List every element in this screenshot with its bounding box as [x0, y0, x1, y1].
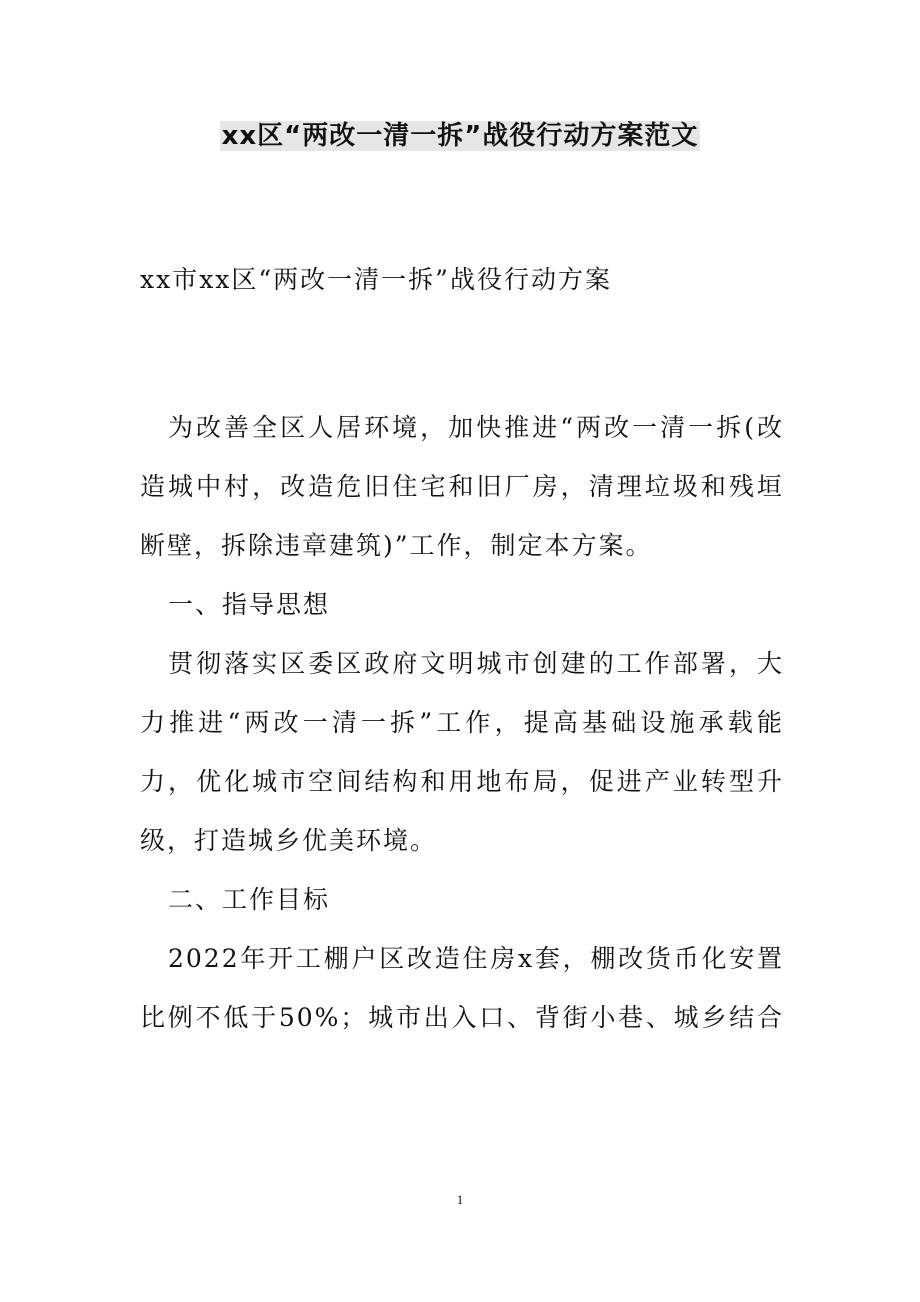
- document-body: [140, 398, 784, 1047]
- paragraph-line: 比例不低于50%；城市出入口、背街小巷、城乡结合: [140, 1003, 784, 1032]
- paragraph-line: 断壁，拆除违章建筑)”工作，制定本方案。: [140, 531, 653, 560]
- paragraph-line: 力推进“两改一清一拆”工作，提高基础设施承载能: [140, 708, 784, 737]
- document-subtitle: xx市xx区“两改一清一拆”战役行动方案: [140, 265, 612, 294]
- paragraph-line: 2022年开工棚户区改造住房x套，棚改货币化安置: [168, 944, 784, 973]
- paragraph-line: 级，打造城乡优美环境。: [140, 826, 438, 855]
- section-heading: 二、工作目标: [168, 885, 331, 914]
- paragraph-line: 为改善全区人居环境，加快推进“两改一清一拆(改: [168, 413, 784, 442]
- page-number: 1: [456, 1192, 464, 1207]
- paragraph-line: 造城中村，改造危旧住宅和旧厂房，清理垃圾和残垣: [140, 472, 784, 501]
- section-heading: 一、指导思想: [168, 590, 331, 619]
- document-title: [0, 116, 920, 156]
- paragraph-line: 贯彻落实区委区政府文明城市创建的工作部署，大: [168, 649, 784, 678]
- paragraph-line: 力，优化城市空间结构和用地布局，促进产业转型升: [140, 767, 784, 796]
- document-title-text: xx区“两改一清一拆”战役行动方案范文: [221, 121, 699, 151]
